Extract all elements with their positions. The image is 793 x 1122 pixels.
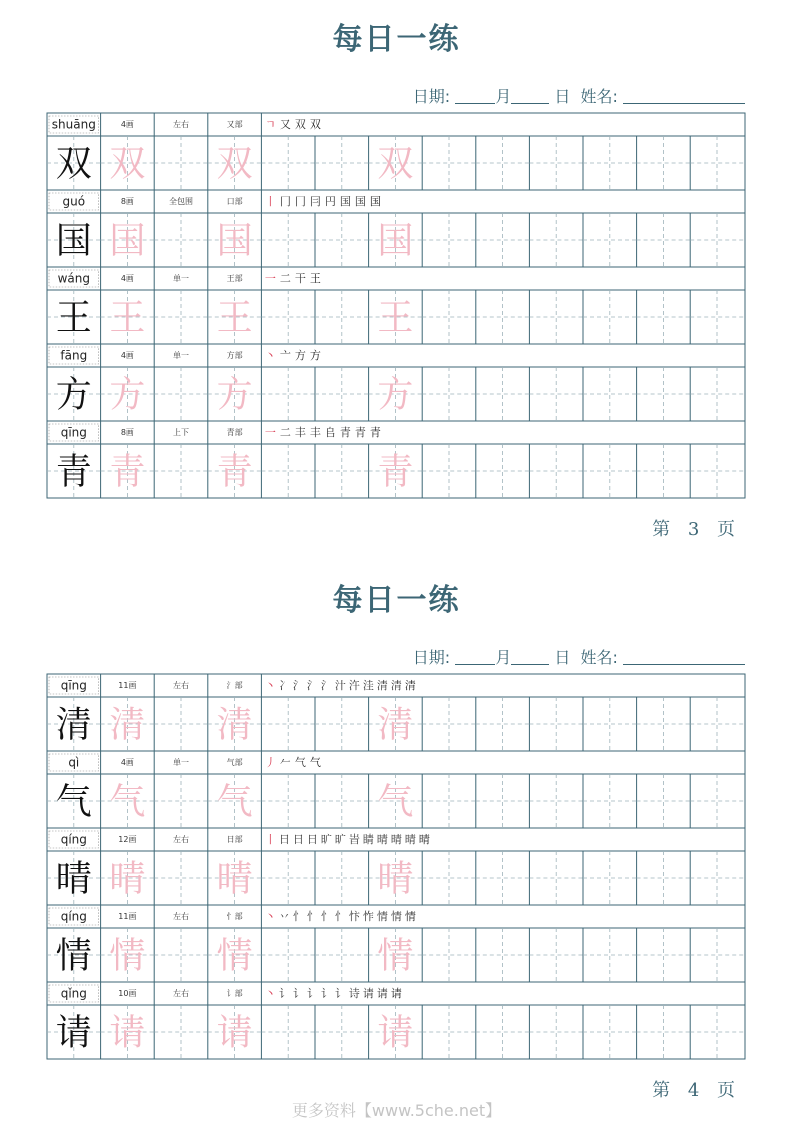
structure-label: 左右 [173, 835, 189, 844]
character-block-情 [47, 905, 745, 982]
radical-label: 讠部 [226, 989, 243, 998]
stroke-order-step: 日 [278, 833, 290, 846]
trace-character: 青 [377, 451, 414, 493]
trace-character: 双 [109, 143, 146, 185]
model-character: 情 [55, 935, 92, 977]
info-row [47, 751, 745, 774]
stroke-order-step: 忄 [292, 910, 304, 923]
trace-character: 气 [377, 781, 414, 823]
model-character: 国 [55, 220, 92, 262]
stroke-order-step: 一 [264, 426, 276, 439]
stroke-count: 4画 [120, 351, 134, 360]
stroke-count: 4画 [120, 758, 134, 767]
footer-watermark: 更多资料【www.5che.net】 [291, 1101, 502, 1120]
structure-label: 单一 [173, 351, 189, 360]
trace-character: 清 [377, 704, 414, 746]
structure-label: 左右 [173, 120, 189, 129]
stroke-count: 10画 [118, 989, 137, 998]
radical-label: 青部 [226, 428, 243, 437]
page-number: 第 3 页 [652, 519, 741, 540]
stroke-order-step: 青 [369, 426, 381, 439]
month-label: 月 [495, 648, 512, 667]
pinyin-label: guó [62, 194, 86, 209]
pinyin-label: qíng [60, 832, 87, 847]
trace-character: 情 [216, 935, 253, 977]
stroke-order-step: 氵 [320, 679, 332, 692]
day-blank[interactable] [511, 650, 549, 665]
stroke-order-step: 晴 [404, 833, 416, 846]
stroke-order-step: 情 [376, 910, 388, 923]
model-character: 王 [55, 297, 92, 339]
stroke-order-step: 双 [309, 118, 321, 131]
stroke-count: 11画 [118, 681, 137, 690]
model-character: 清 [55, 704, 92, 746]
day-blank[interactable] [511, 89, 549, 104]
stroke-order-step: 丰 [309, 426, 321, 439]
stroke-order-step: 讠 [306, 987, 318, 1000]
stroke-order-step: 丰 [294, 426, 306, 439]
stroke-order-step: 方 [309, 349, 321, 362]
stroke-order-step: 青 [339, 426, 351, 439]
stroke-order-step: 国 [369, 195, 381, 208]
stroke-count: 8画 [120, 197, 134, 206]
trace-character: 请 [377, 1012, 414, 1054]
stroke-order-step: 方 [294, 349, 306, 362]
stroke-order-step: 睛 [362, 833, 374, 846]
day-label: 日 [554, 87, 571, 106]
stroke-order-step: 双 [294, 118, 306, 131]
model-character: 青 [55, 451, 92, 493]
trace-character: 王 [109, 297, 146, 339]
structure-label: 全包围 [169, 197, 193, 206]
model-character: 方 [55, 374, 92, 416]
trace-character: 晴 [377, 858, 414, 900]
stroke-order-step: 清 [404, 679, 416, 692]
trace-character: 清 [216, 704, 253, 746]
stroke-order-step: 清 [376, 679, 388, 692]
structure-label: 左右 [173, 681, 189, 690]
stroke-order-step: 丶 [264, 679, 276, 692]
stroke-order-step: 丷 [278, 910, 290, 923]
stroke-order-step: 王 [309, 272, 321, 285]
trace-character: 王 [377, 297, 414, 339]
pinyin-label: qǐng [60, 986, 87, 1001]
stroke-order-step: 气 [309, 756, 321, 769]
pinyin-label: qīng [60, 678, 87, 693]
trace-character: 清 [109, 704, 146, 746]
page-title: 每日一练 [332, 583, 461, 618]
trace-character: 青 [216, 451, 253, 493]
info-row [47, 421, 745, 444]
trace-character: 气 [216, 781, 253, 823]
trace-character: 请 [109, 1012, 146, 1054]
stroke-order-step: 汻 [348, 679, 360, 692]
stroke-order-step: 情 [404, 910, 416, 923]
info-row [47, 267, 745, 290]
character-block-请 [47, 982, 745, 1059]
stroke-order-step: 円 [324, 195, 336, 208]
stroke-order-step: 一 [264, 272, 276, 285]
page-title: 每日一练 [332, 22, 461, 57]
trace-character: 情 [109, 935, 146, 977]
stroke-order-step: 氵 [292, 679, 304, 692]
practice-grid-page-4 [0, 673, 793, 1061]
stroke-order-step: 冂 [279, 195, 291, 208]
stroke-order-step: 请 [376, 987, 388, 1000]
info-row [47, 190, 745, 213]
stroke-order-step: 讠 [278, 987, 290, 1000]
pinyin-label: qì [68, 755, 80, 770]
pinyin-label: qīng [60, 425, 87, 440]
trace-character: 双 [377, 143, 414, 185]
date-label: 日期: [412, 648, 451, 667]
radical-label: 又部 [226, 120, 243, 129]
name-blank[interactable] [623, 89, 745, 104]
stroke-order-step: 旹 [348, 833, 360, 846]
month-blank[interactable] [455, 89, 495, 104]
stroke-order-step: 𠂉 [279, 756, 291, 769]
stroke-order-step: 洼 [362, 679, 374, 692]
character-block-王 [47, 267, 745, 344]
trace-character: 方 [109, 374, 146, 416]
character-block-晴 [47, 828, 745, 905]
stroke-order-step: 二 [279, 272, 291, 285]
stroke-order-step: 冃 [309, 195, 321, 208]
stroke-count: 4画 [120, 274, 134, 283]
trace-character: 青 [109, 451, 146, 493]
radical-label: 方部 [226, 351, 243, 360]
stroke-order-step: 晴 [376, 833, 388, 846]
radical-label: 王部 [226, 274, 243, 283]
stroke-order-step: 冫 [278, 679, 290, 692]
structure-label: 左右 [173, 912, 189, 921]
stroke-order-step: 讠 [292, 987, 304, 1000]
name-label: 姓名: [580, 648, 618, 667]
stroke-count: 4画 [120, 120, 134, 129]
stroke-order-step: 忄 [334, 910, 346, 923]
date-label: 日期: [412, 87, 451, 106]
stroke-order-step: 忭 [348, 910, 360, 923]
stroke-order-step: 讠 [320, 987, 332, 1000]
stroke-order-step: 晴 [390, 833, 402, 846]
pinyin-label: qíng [60, 909, 87, 924]
info-row [47, 113, 745, 136]
stroke-order-step: 旷 [320, 833, 332, 846]
stroke-order-step: 旷 [334, 833, 346, 846]
trace-character: 请 [216, 1012, 253, 1054]
stroke-order-step: 冂 [294, 195, 306, 208]
stroke-order-step: 丨 [264, 195, 276, 208]
character-block-国 [47, 190, 745, 267]
pinyin-label: wáng [57, 271, 90, 286]
trace-character: 王 [216, 297, 253, 339]
structure-label: 左右 [173, 989, 189, 998]
name-label: 姓名: [580, 87, 618, 106]
stroke-order-step: 忄 [320, 910, 332, 923]
stroke-count: 12画 [118, 835, 137, 844]
structure-label: 单一 [173, 274, 189, 283]
character-block-青 [47, 421, 745, 498]
stroke-order-step: 汁 [334, 679, 346, 692]
practice-grid-page-3 [0, 112, 793, 500]
stroke-order-step: 干 [294, 272, 306, 285]
date-name-line [413, 645, 745, 668]
radical-label: 忄部 [226, 912, 243, 921]
stroke-order-step: 请 [390, 987, 402, 1000]
trace-character: 方 [216, 374, 253, 416]
stroke-order-step: 忄 [306, 910, 318, 923]
trace-character: 气 [109, 781, 146, 823]
stroke-order-step: 𠂤 [324, 426, 336, 439]
date-name-line [413, 84, 745, 107]
character-block-清 [47, 674, 745, 751]
stroke-order-step: 日 [292, 833, 304, 846]
stroke-order-step: 怍 [362, 910, 374, 923]
pinyin-label: shuāng [51, 117, 96, 132]
trace-character: 晴 [216, 858, 253, 900]
stroke-order-step: 氵 [306, 679, 318, 692]
character-block-方 [47, 344, 745, 421]
stroke-order-step: 丿 [264, 756, 276, 769]
info-row [47, 344, 745, 367]
stroke-order-step: 气 [294, 756, 306, 769]
stroke-order-step: 情 [390, 910, 402, 923]
radical-label: 日部 [226, 835, 243, 844]
month-blank[interactable] [455, 650, 495, 665]
model-character: 请 [55, 1012, 92, 1054]
trace-character: 晴 [109, 858, 146, 900]
stroke-order-step: 青 [354, 426, 366, 439]
trace-character: 国 [216, 220, 253, 262]
radical-label: 氵部 [226, 681, 243, 690]
trace-character: 情 [377, 935, 414, 977]
stroke-order-step: 丶 [264, 987, 276, 1000]
pinyin-label: fāng [60, 348, 88, 363]
trace-character: 国 [109, 220, 146, 262]
stroke-order-step: 丨 [264, 833, 276, 846]
stroke-count: 8画 [120, 428, 134, 437]
stroke-order-step: 国 [354, 195, 366, 208]
character-block-气 [47, 751, 745, 828]
stroke-order-step: 又 [279, 118, 291, 131]
stroke-order-step: 讠 [334, 987, 346, 1000]
stroke-order-step: 丶 [264, 349, 276, 362]
stroke-order-step: 国 [339, 195, 351, 208]
model-character: 晴 [55, 858, 92, 900]
page-number: 第 4 页 [652, 1080, 741, 1101]
radical-label: 口部 [226, 197, 243, 206]
stroke-order-step: 亠 [279, 349, 291, 362]
model-character: 气 [55, 781, 92, 823]
stroke-order-step: 晴 [418, 833, 430, 846]
model-character: 双 [55, 143, 92, 185]
trace-character: 方 [377, 374, 414, 416]
name-blank[interactable] [623, 650, 745, 665]
stroke-order-step: 请 [362, 987, 374, 1000]
stroke-order-step: 清 [390, 679, 402, 692]
stroke-count: 11画 [118, 912, 137, 921]
structure-label: 单一 [173, 758, 189, 767]
stroke-order-step: 二 [279, 426, 291, 439]
structure-label: 上下 [173, 428, 189, 437]
trace-character: 双 [216, 143, 253, 185]
stroke-order-step: ㄱ [265, 118, 276, 131]
character-block-双 [47, 113, 745, 190]
stroke-order-step: 丶 [264, 910, 276, 923]
month-label: 月 [495, 87, 512, 106]
stroke-order-step: 诗 [348, 987, 360, 1000]
day-label: 日 [554, 648, 571, 667]
trace-character: 国 [377, 220, 414, 262]
stroke-order-step: 日 [306, 833, 318, 846]
radical-label: 气部 [226, 758, 243, 767]
